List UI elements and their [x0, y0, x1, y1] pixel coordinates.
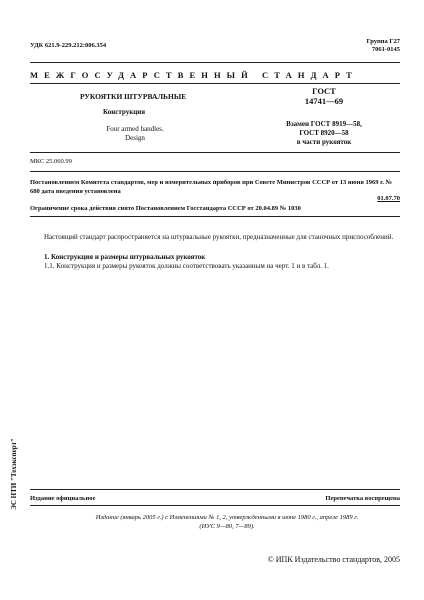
clause-1-1: 1.1. Конструкция и размеры рукояток должны соответствовать указанным на черт. 1 и в табл. 1. [44, 262, 329, 270]
gost-number: 14741—69 [304, 96, 344, 106]
subtitle-russian: Конструкция [103, 108, 146, 116]
body-rule [30, 216, 400, 217]
edition-note-line-1: Издание (январь 2005 г.) с Изменениями № 1, 2, утвержденными в июне 1980 г., апреле 1989 г. [95, 514, 359, 521]
reprint-prohibited-label: Перепечатка воспрещена [325, 495, 400, 502]
gost-designation [268, 86, 380, 106]
heading-rule [30, 83, 400, 84]
interstate-standard-heading: МЕЖГОСУДАРСТВЕННЫЙ СТАНДАРТ [30, 70, 358, 80]
mks-rule [30, 152, 400, 153]
official-edition-label: Издание официальное [30, 495, 96, 502]
replaces-note [258, 120, 390, 147]
gost-label: ГОСТ [312, 86, 336, 96]
decree-rule [30, 171, 400, 172]
footer-rule [30, 489, 400, 490]
title-russian: РУКОЯТКИ ШТУРВАЛЬНЫЕ [80, 92, 187, 101]
group-code [366, 38, 400, 54]
section-1-heading: 1. Конструкция и размеры штурвальных рукояток [44, 253, 206, 261]
group-code-line-2: 7061-0145 [371, 46, 400, 53]
limit-removed-text: Ограничение срока действия снято Постановлением Госстандарта СССР от 20.04.89 № 1030 [30, 205, 301, 212]
intro-paragraph: Настоящий стандарт распространяется на штурвальные рукоятки, предназначенные для станочных приспособлений. [44, 233, 394, 241]
top-rule [30, 62, 400, 63]
decree-text: Постановлением Комитета стандартов, мер и измерительных приборов при Совете Министров СССР от 13 июня 1969 г. № 680 дата введения установлена [30, 179, 393, 195]
side-stamp: ЭС НТИ "Техэксперт" [10, 438, 18, 510]
replaces-line-1: Взамен ГОСТ 8919—58, [286, 120, 362, 128]
copyright: © ИПК Издательство стандартов, 2005 [267, 555, 400, 564]
replaces-line-2: ГОСТ 8920—58 [299, 129, 349, 137]
udk-code: УДК 621.9-229.212:006.354 [30, 42, 107, 49]
edition-note [74, 513, 380, 531]
title-english [30, 125, 240, 143]
edition-rule [30, 505, 400, 506]
title-english-line-1: Four armed handles. [106, 125, 164, 133]
effective-date: 01.07.70 [377, 195, 400, 202]
group-code-line-1: Группа Г27 [366, 38, 400, 45]
replaces-line-3: в части рукояток [296, 138, 352, 146]
edition-note-line-2: (ИУС 9—80, 7—89). [199, 523, 255, 530]
mks-code: МКС 25.060.99 [30, 158, 72, 165]
title-english-line-2: Design [125, 134, 145, 142]
